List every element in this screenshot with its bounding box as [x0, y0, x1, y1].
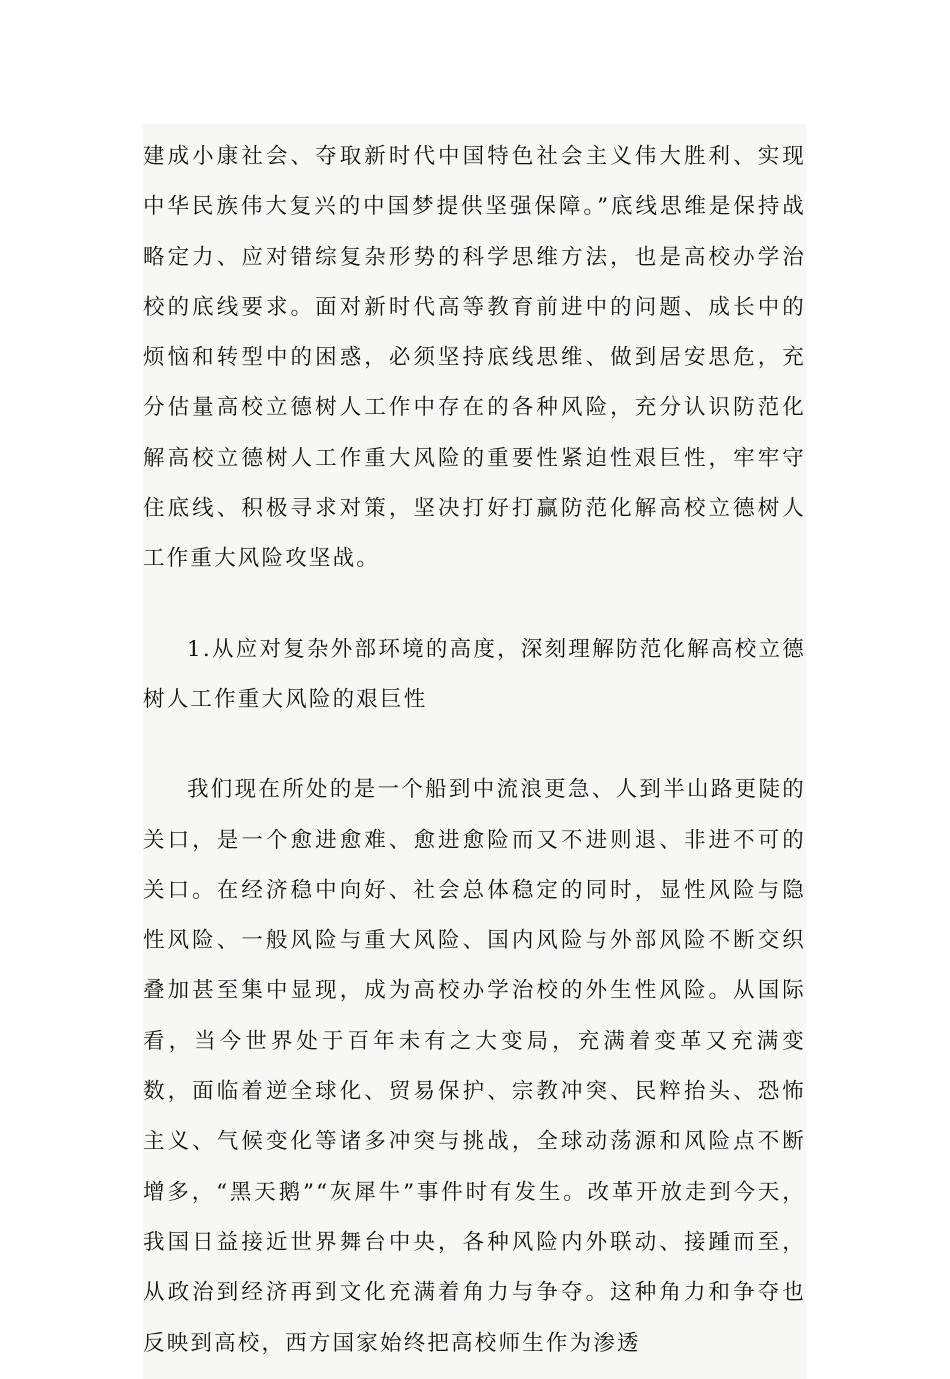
- document-body: [143, 124, 806, 1379]
- section-heading: 1.从应对复杂外部环境的高度，深刻理解防范化解高校立德树人工作重大风险的艰巨性: [143, 636, 806, 712]
- paragraph-body: 我们现在所处的是一个船到中流浪更急、人到半山路更陡的关口，是一个愈进愈难、愈进愈险而又不进则退、非进不可的关口。在经济稳中向好、社会总体稳定的同时，显性风险与隐性风险、一般风险与重大风险、国内风险与外部风险不断交织叠加甚至集中显现，成为高校办学治校的外生性风险。从国际看，当今世界处于百年未有之大变局，充满着变革又充满变数，面临着逆全球化、贸易保护、宗教冲突、民粹抬头、恐怖主义、气候变化等诸多冲突与挑战，全球动荡源和风险点不断增多，“黑天鹅”“灰犀牛”事件时有发生。改革开放走到今天，我国日益接近世界舞台中央，各种风险内外联动、接踵而至，从政治到经济再到文化充满着角力与争夺。这种角力和争夺也反映到高校，西方国家始终把高校师生作为渗透: [143, 777, 806, 1356]
- paragraph-intro: 建成小康社会、夺取新时代中国特色社会主义伟大胜利、实现中华民族伟大复兴的中国梦提供坚强保障。”底线思维是保持战略定力、应对错综复杂形势的科学思维方法，也是高校办学治校的底线要求。面对新时代高等教育前进中的问题、成长中的烦恼和转型中的困惑，必须坚持底线思维、做到居安思危，充分估量高校立德树人工作中存在的各种风险，充分认识防范化解高校立德树人工作重大风险的重要性紧迫性艰巨性，牢牢守住底线、积极寻求对策，坚决打好打赢防范化解高校立德树人工作重大风险攻坚战。: [143, 144, 806, 572]
